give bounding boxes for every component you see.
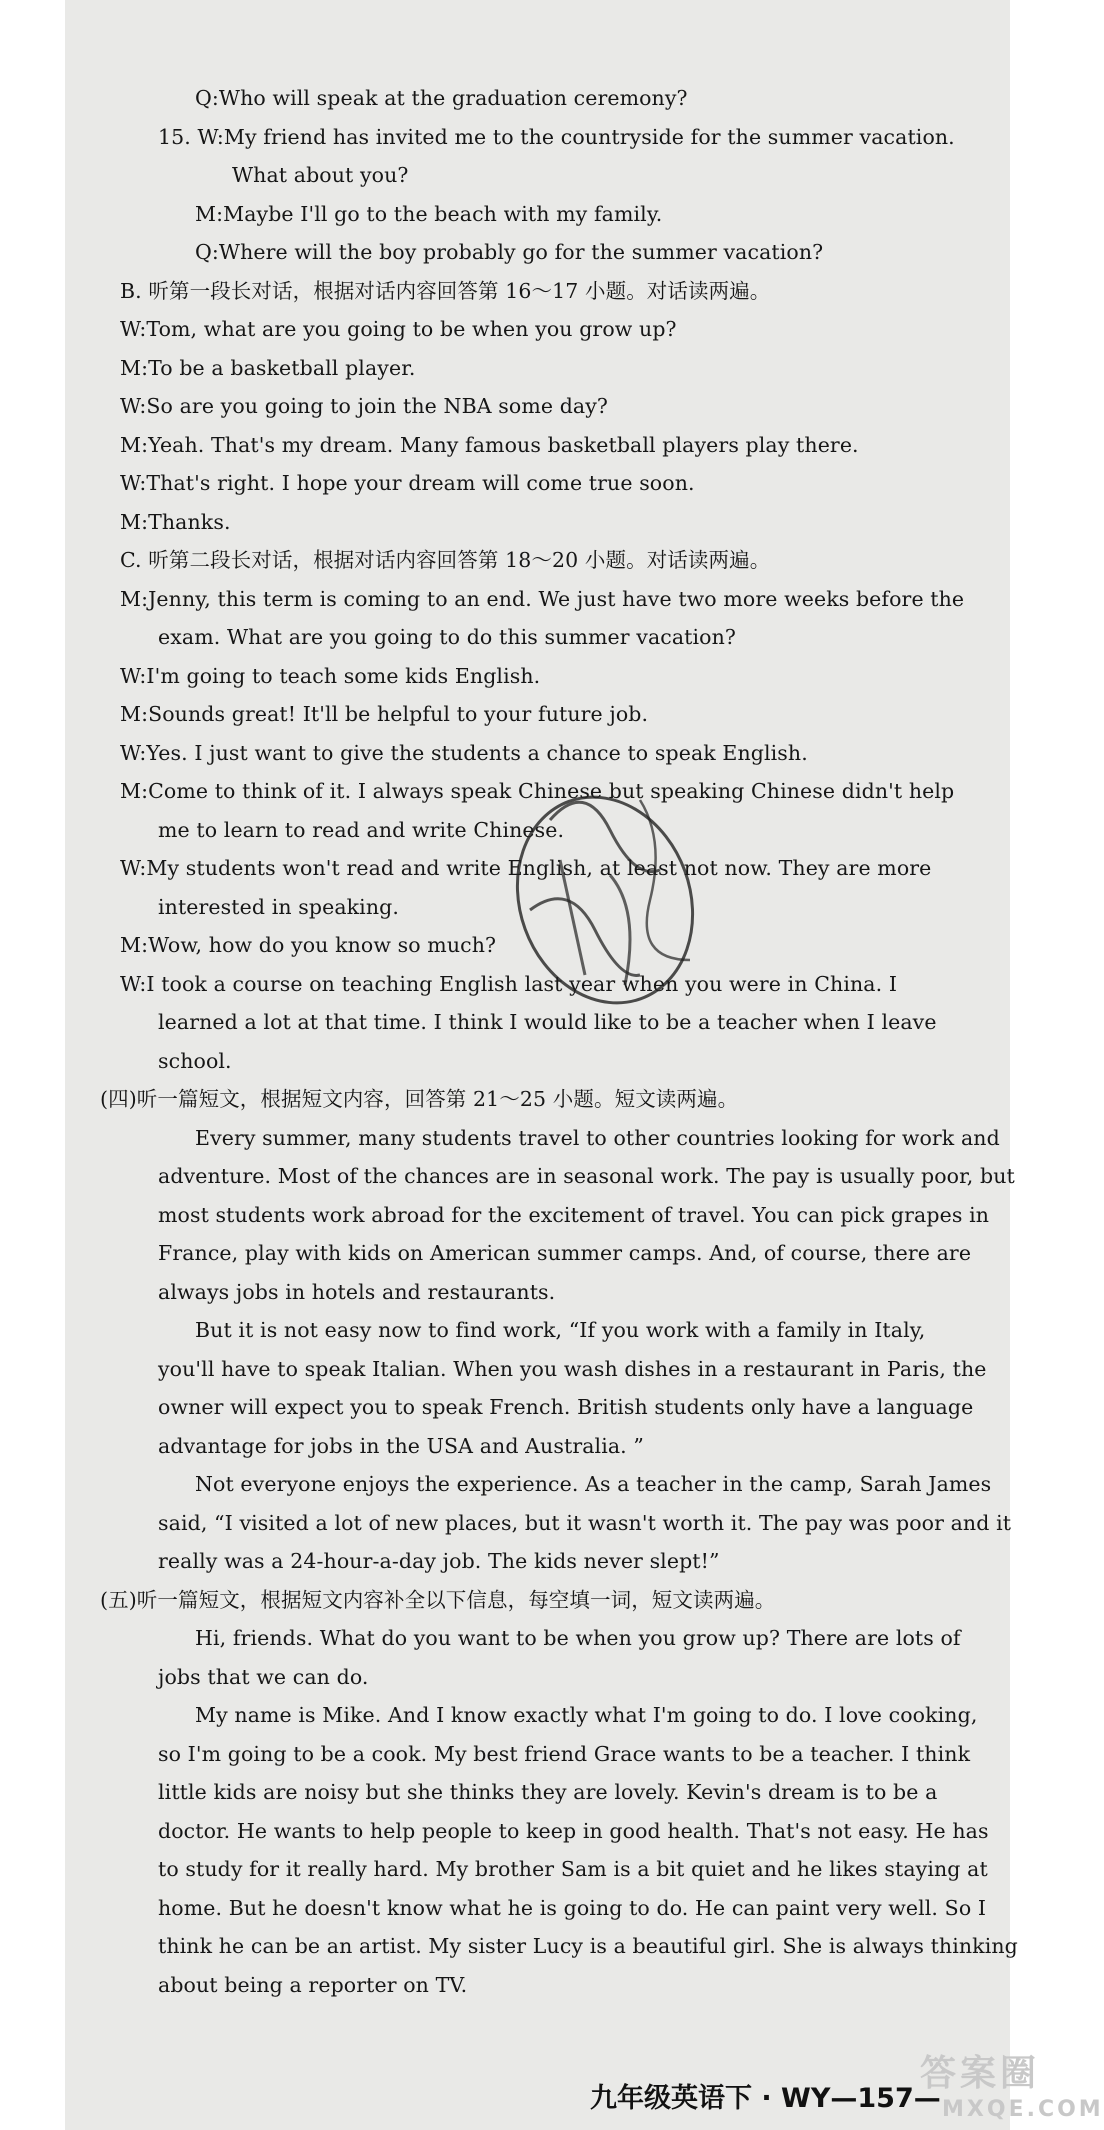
- text-line: M:To be a basketball player.: [120, 356, 416, 380]
- text-line: owner will expect you to speak French. British students only have a language: [158, 1395, 974, 1419]
- text-line: to study for it really hard. My brother Sam is a bit quiet and he likes staying at: [158, 1857, 988, 1881]
- text-line: adventure. Most of the chances are in seasonal work. The pay is usually poor, but: [158, 1164, 1015, 1188]
- text-line: exam. What are you going to do this summer vacation?: [158, 625, 737, 649]
- text-line: school.: [158, 1049, 232, 1073]
- text-line: Not everyone enjoys the experience. As a teacher in the camp, Sarah James: [195, 1472, 992, 1496]
- site-watermark: [920, 2045, 1104, 2130]
- text-line: What about you?: [232, 163, 409, 187]
- text-line: 15. W:My friend has invited me to the countryside for the summer vacation.: [158, 125, 955, 149]
- text-line: France, play with kids on American summer camps. And, of course, there are: [158, 1241, 972, 1265]
- watermark-url: MXQE.COM: [942, 2097, 1104, 2122]
- text-line: me to learn to read and write Chinese.: [158, 818, 565, 842]
- text-line: advantage for jobs in the USA and Australia. ”: [158, 1434, 644, 1458]
- section-heading: (五)听一篇短文，根据短文内容补全以下信息，每空填一词，短文读两遍。: [100, 1588, 776, 1612]
- text-line: most students work abroad for the excitement of travel. You can pick grapes in: [158, 1203, 990, 1227]
- text-line: My name is Mike. And I know exactly what I'm going to do. I love cooking,: [195, 1703, 978, 1727]
- text-line: Q:Where will the boy probably go for the summer vacation?: [195, 240, 824, 264]
- text-line: W:That's right. I hope your dream will come true soon.: [120, 471, 695, 495]
- text-line: you'll have to speak Italian. When you wash dishes in a restaurant in Paris, the: [158, 1357, 987, 1381]
- watermark-title: 答案圈: [920, 2053, 1041, 2094]
- text-line: W:I'm going to teach some kids English.: [120, 664, 541, 688]
- text-line: about being a reporter on TV.: [158, 1973, 468, 1997]
- text-line: always jobs in hotels and restaurants.: [158, 1280, 556, 1304]
- text-line: Hi, friends. What do you want to be when you grow up? There are lots of: [195, 1626, 961, 1650]
- text-line: M:Yeah. That's my dream. Many famous basketball players play there.: [120, 433, 859, 457]
- text-line: jobs that we can do.: [158, 1665, 369, 1689]
- text-line: M:Thanks.: [120, 510, 231, 534]
- text-line: M:Sounds great! It'll be helpful to your future job.: [120, 702, 649, 726]
- text-line: so I'm going to be a cook. My best friend Grace wants to be a teacher. I think: [158, 1742, 971, 1766]
- text-line: think he can be an artist. My sister Lucy is a beautiful girl. She is always thinking: [158, 1934, 1018, 1958]
- text-line: really was a 24-hour-a-day job. The kids never slept!”: [158, 1549, 720, 1573]
- text-line: M:Come to think of it. I always speak Chinese but speaking Chinese didn't help: [120, 779, 955, 803]
- text-line: M:Maybe I'll go to the beach with my family.: [195, 202, 663, 226]
- text-line: interested in speaking.: [158, 895, 399, 919]
- text-line: Every summer, many students travel to other countries looking for work and: [195, 1126, 1000, 1150]
- text-line: learned a lot at that time. I think I would like to be a teacher when I leave: [158, 1010, 937, 1034]
- text-line: But it is not easy now to find work, “If you work with a family in Italy,: [195, 1318, 926, 1342]
- section-heading: C. 听第二段长对话，根据对话内容回答第 18～20 小题。对话读两遍。: [120, 548, 771, 572]
- text-line: M:Wow, how do you know so much?: [120, 933, 497, 957]
- text-line: W:Yes. I just want to give the students a chance to speak English.: [120, 741, 808, 765]
- text-line: W:Tom, what are you going to be when you grow up?: [120, 317, 677, 341]
- text-line: doctor. He wants to help people to keep in good health. That's not easy. He has: [158, 1819, 989, 1843]
- text-line: M:Jenny, this term is coming to an end. We just have two more weeks before the: [120, 587, 965, 611]
- section-heading: B. 听第一段长对话，根据对话内容回答第 16～17 小题。对话读两遍。: [120, 279, 771, 303]
- text-line: Q:Who will speak at the graduation ceremony?: [195, 86, 688, 110]
- page-footer: 九年级英语下 · WY—157—: [590, 2083, 941, 2114]
- text-line: W:I took a course on teaching English last year when you were in China. I: [120, 972, 898, 996]
- text-line: little kids are noisy but she thinks they are lovely. Kevin's dream is to be a: [158, 1780, 938, 1804]
- section-heading: (四)听一篇短文，根据短文内容，回答第 21～25 小题。短文读两遍。: [100, 1087, 739, 1111]
- text-line: W:So are you going to join the NBA some day?: [120, 394, 609, 418]
- text-line: home. But he doesn't know what he is going to do. He can paint very well. So I: [158, 1896, 987, 1920]
- text-line: said, “I visited a lot of new places, but it wasn't worth it. The pay was poor and it: [158, 1511, 1012, 1535]
- text-line: W:My students won't read and write English, at least not now. They are more: [120, 856, 932, 880]
